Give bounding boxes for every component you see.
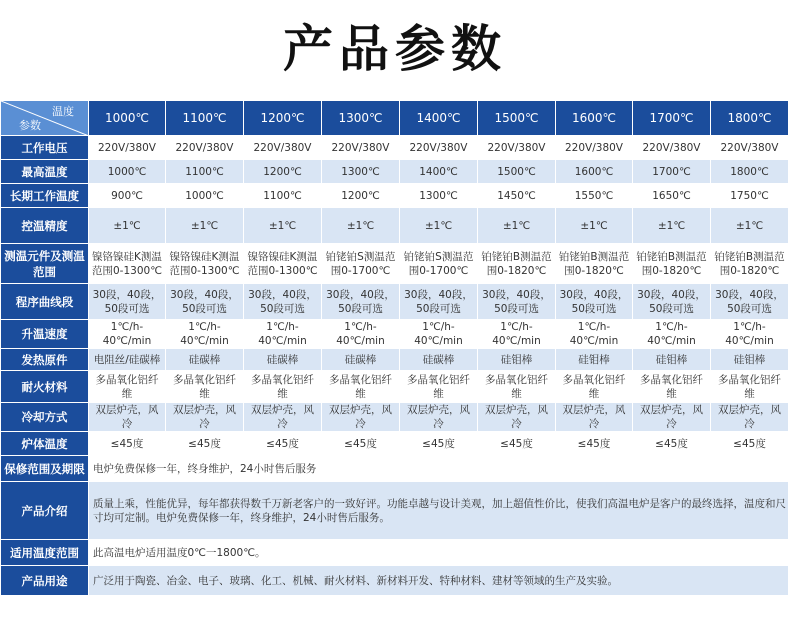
corner-cell	[1, 101, 89, 136]
spec-cell: 双层炉壳，风冷	[322, 403, 400, 432]
spec-cell: 硅钼棒	[556, 349, 633, 371]
temp-header-5: 1400℃	[400, 101, 478, 136]
spec-cell: 220V/380V	[166, 136, 244, 160]
spec-row	[1, 244, 789, 284]
temp-header-8: 1700℃	[633, 101, 711, 136]
spec-cell: 30段，40段，50段可选	[633, 284, 711, 320]
spec-cell: 多晶氧化铝纤维	[400, 371, 478, 403]
spec-cell: 1000℃	[166, 184, 244, 208]
spec-cell: 220V/380V	[322, 136, 400, 160]
temp-header-7: 1600℃	[556, 101, 633, 136]
spec-cell: 1200℃	[244, 160, 322, 184]
spec-cell: 1℃/h-40℃/min	[711, 320, 789, 349]
spec-cell: 铂铑铂B测温范围0-1820℃	[478, 244, 556, 284]
spec-cell: 220V/380V	[556, 136, 633, 160]
spec-cell: 1600℃	[556, 160, 633, 184]
row-label: 炉体温度	[1, 432, 89, 456]
spec-cell: 1750℃	[711, 184, 789, 208]
spec-cell: ±1℃	[556, 208, 633, 244]
spec-cell: 220V/380V	[478, 136, 556, 160]
spec-cell: 1℃/h-40℃/min	[244, 320, 322, 349]
row-text: 电炉免费保修一年，终身维护，24小时售后服务	[89, 456, 789, 482]
spec-table-body	[1, 101, 789, 596]
spec-cell: 1700℃	[633, 160, 711, 184]
temp-header-4: 1300℃	[322, 101, 400, 136]
spec-cell: 220V/380V	[89, 136, 166, 160]
spec-cell: ≤45度	[556, 432, 633, 456]
spec-cell: 铂铑铂S测温范围0-1700℃	[400, 244, 478, 284]
row-label: 保修范围及期限	[1, 456, 89, 482]
spec-cell: 900℃	[89, 184, 166, 208]
spec-cell: 1℃/h-40℃/min	[478, 320, 556, 349]
spec-cell: ≤45度	[400, 432, 478, 456]
spec-cell: 1800℃	[711, 160, 789, 184]
spec-cell: ≤45度	[89, 432, 166, 456]
spec-cell: 双层炉壳，风冷	[556, 403, 633, 432]
spec-cell: 30段，40段，50段可选	[322, 284, 400, 320]
row-label: 工作电压	[1, 136, 89, 160]
spec-row	[1, 403, 789, 432]
spec-cell: 30段，40段，50段可选	[244, 284, 322, 320]
spec-cell: ≤45度	[711, 432, 789, 456]
spec-cell: 1450℃	[478, 184, 556, 208]
spec-row	[1, 284, 789, 320]
spec-table	[0, 100, 789, 596]
spec-cell: 220V/380V	[633, 136, 711, 160]
spec-cell: ≤45度	[478, 432, 556, 456]
row-label: 耐火材料	[1, 371, 89, 403]
spec-cell: 30段，40段，50段可选	[89, 284, 166, 320]
spec-cell: 铂铑铂B测温范围0-1820℃	[556, 244, 633, 284]
row-label: 最高温度	[1, 160, 89, 184]
spec-cell: 硅钼棒	[633, 349, 711, 371]
spec-cell: 多晶氧化铝纤维	[633, 371, 711, 403]
temp-range-row	[1, 540, 789, 566]
spec-cell: 硅碳棒	[400, 349, 478, 371]
spec-row	[1, 349, 789, 371]
corner-diagonal	[1, 101, 89, 136]
spec-cell: 双层炉壳，风冷	[478, 403, 556, 432]
spec-cell: ±1℃	[478, 208, 556, 244]
spec-cell: ≤45度	[166, 432, 244, 456]
spec-cell: 多晶氧化铝纤维	[556, 371, 633, 403]
spec-cell: ±1℃	[244, 208, 322, 244]
spec-cell: 30段，40段，50段可选	[556, 284, 633, 320]
spec-cell: 多晶氧化铝纤维	[89, 371, 166, 403]
row-text: 广泛用于陶瓷、冶金、电子、玻璃、化工、机械、耐火材料、新材料开发、特种材料、建材等领域的生产及实验。	[89, 566, 789, 596]
spec-cell: 镍铬镍硅K测温范围0-1300℃	[166, 244, 244, 284]
spec-cell: 1℃/h-40℃/min	[166, 320, 244, 349]
row-label: 程序曲线段	[1, 284, 89, 320]
spec-cell: 1200℃	[322, 184, 400, 208]
spec-cell: 1500℃	[478, 160, 556, 184]
spec-cell: 多晶氧化铝纤维	[244, 371, 322, 403]
row-label: 适用温度范围	[1, 540, 89, 566]
spec-cell: ±1℃	[400, 208, 478, 244]
intro-row	[1, 482, 789, 540]
spec-cell: 220V/380V	[400, 136, 478, 160]
row-label: 升温速度	[1, 320, 89, 349]
spec-cell: 铂铑铂B测温范围0-1820℃	[711, 244, 789, 284]
row-label: 产品用途	[1, 566, 89, 596]
spec-cell: 铂铑铂B测温范围0-1820℃	[633, 244, 711, 284]
spec-cell: 1400℃	[400, 160, 478, 184]
spec-cell: 1650℃	[633, 184, 711, 208]
spec-cell: 1300℃	[322, 160, 400, 184]
spec-cell: 多晶氧化铝纤维	[478, 371, 556, 403]
temp-header-6: 1500℃	[478, 101, 556, 136]
temp-header-3: 1200℃	[244, 101, 322, 136]
spec-cell: 硅钼棒	[478, 349, 556, 371]
spec-cell: 铂铑铂S测温范围0-1700℃	[322, 244, 400, 284]
spec-cell: 220V/380V	[711, 136, 789, 160]
spec-cell: ±1℃	[89, 208, 166, 244]
spec-cell: 30段，40段，50段可选	[166, 284, 244, 320]
spec-cell: ±1℃	[633, 208, 711, 244]
spec-cell: ±1℃	[711, 208, 789, 244]
spec-cell: 1℃/h-40℃/min	[556, 320, 633, 349]
spec-cell: 镍铬镍硅K测温范围0-1300℃	[89, 244, 166, 284]
spec-cell: 电阻丝/硅碳棒	[89, 349, 166, 371]
spec-row	[1, 136, 789, 160]
spec-cell: ±1℃	[166, 208, 244, 244]
spec-cell: 1000℃	[89, 160, 166, 184]
spec-row	[1, 432, 789, 456]
spec-cell: 双层炉壳，风冷	[711, 403, 789, 432]
header-row	[1, 101, 789, 136]
spec-cell: 双层炉壳，风冷	[166, 403, 244, 432]
corner-label-parameter: 参数	[19, 119, 41, 132]
spec-cell: 1100℃	[166, 160, 244, 184]
spec-cell: 1300℃	[400, 184, 478, 208]
spec-cell: 1550℃	[556, 184, 633, 208]
temp-header-9: 1800℃	[711, 101, 789, 136]
row-label: 发热原件	[1, 349, 89, 371]
spec-row	[1, 160, 789, 184]
row-text: 质量上乘，性能优异，每年都获得数千万新老客户的一致好评。功能卓越与设计美观，加上超值性价比，使我们高温电炉是客户的最终选择，温度和尺寸均可定制。电炉免费保修一年，终身维护，24小时售后服务。	[89, 482, 789, 540]
spec-cell: 220V/380V	[244, 136, 322, 160]
spec-cell: 1℃/h-40℃/min	[400, 320, 478, 349]
spec-cell: 双层炉壳，风冷	[400, 403, 478, 432]
spec-cell: 30段，40段，50段可选	[711, 284, 789, 320]
spec-cell: ±1℃	[322, 208, 400, 244]
spec-cell: 1℃/h-40℃/min	[633, 320, 711, 349]
row-text: 此高温电炉适用温度0℃一1800℃。	[89, 540, 789, 566]
spec-row	[1, 208, 789, 244]
temp-header-2: 1100℃	[166, 101, 244, 136]
row-label: 冷却方式	[1, 403, 89, 432]
spec-row	[1, 320, 789, 349]
spec-cell: 双层炉壳，风冷	[633, 403, 711, 432]
spec-cell: ≤45度	[633, 432, 711, 456]
row-label: 测温元件及测温范围	[1, 244, 89, 284]
spec-cell: 30段，40段，50段可选	[400, 284, 478, 320]
spec-cell: 30段，40段，50段可选	[478, 284, 556, 320]
row-label: 产品介绍	[1, 482, 89, 540]
spec-cell: 多晶氧化铝纤维	[711, 371, 789, 403]
spec-cell: 双层炉壳，风冷	[89, 403, 166, 432]
spec-cell: 镍铬镍硅K测温范围0-1300℃	[244, 244, 322, 284]
warranty-row	[1, 456, 789, 482]
spec-cell: 1℃/h-40℃/min	[89, 320, 166, 349]
row-label: 控温精度	[1, 208, 89, 244]
spec-row	[1, 184, 789, 208]
spec-cell: ≤45度	[322, 432, 400, 456]
spec-cell: 多晶氧化铝纤维	[166, 371, 244, 403]
usage-row	[1, 566, 789, 596]
spec-row	[1, 371, 789, 403]
spec-cell: 1℃/h-40℃/min	[322, 320, 400, 349]
spec-cell: 双层炉壳，风冷	[244, 403, 322, 432]
row-label: 长期工作温度	[1, 184, 89, 208]
spec-cell: 多晶氧化铝纤维	[322, 371, 400, 403]
spec-cell: 硅碳棒	[166, 349, 244, 371]
corner-label-temperature: 温度	[52, 105, 74, 118]
page-title: 产品参数	[283, 20, 507, 78]
spec-cell: 硅碳棒	[244, 349, 322, 371]
spec-cell: 硅钼棒	[711, 349, 789, 371]
spec-cell: ≤45度	[244, 432, 322, 456]
spec-cell: 1100℃	[244, 184, 322, 208]
spec-cell: 硅碳棒	[322, 349, 400, 371]
temp-header-1: 1000℃	[89, 101, 166, 136]
